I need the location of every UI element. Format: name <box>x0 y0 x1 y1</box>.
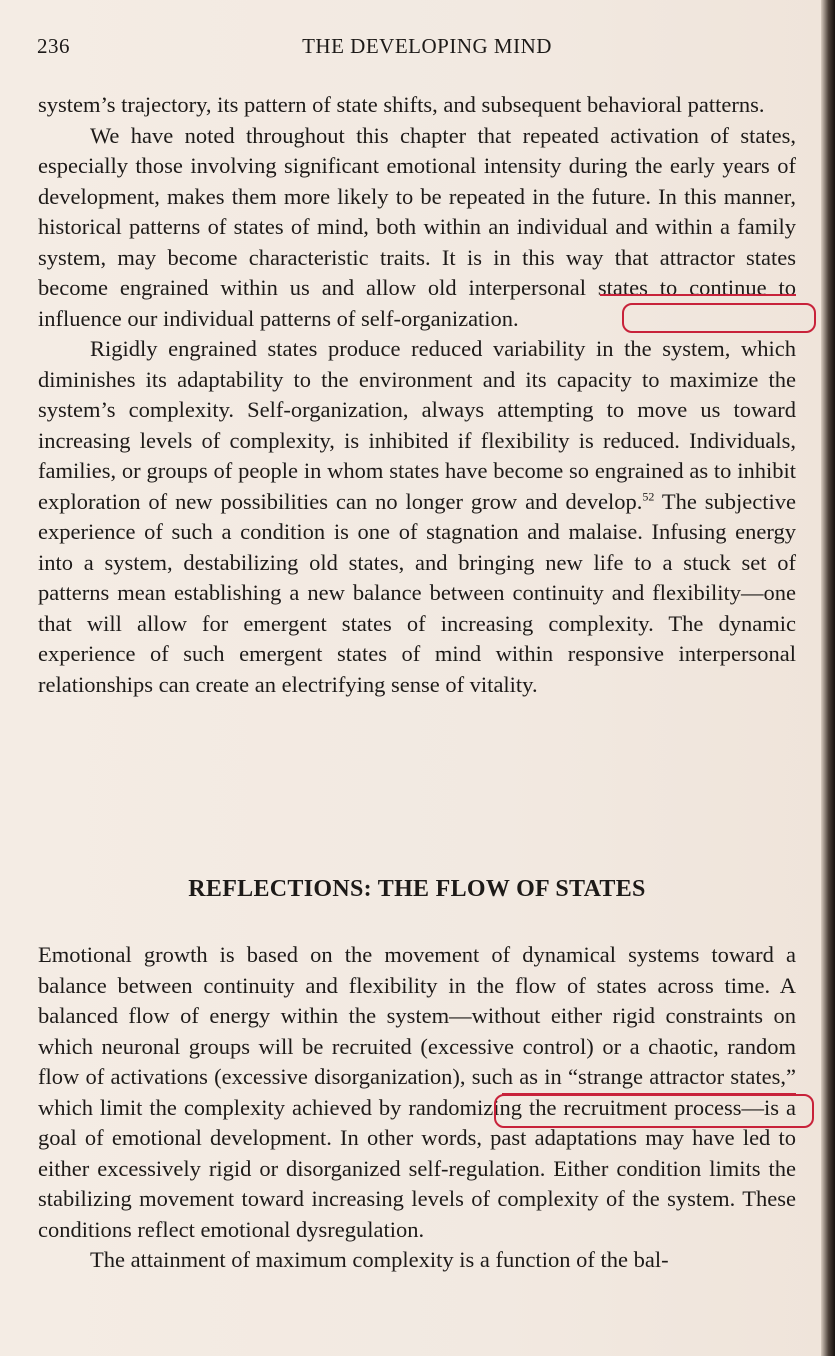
paragraph-rigid-states-text: Rigidly engrained states produce reduced variability in the system, which diminishes its adaptability to the environment and its capacity to maximize the system’s complexity. Self-organization, always attempting to move us toward increasing levels of complexity, is inhibited if flexibility is reduced. Individuals, families, or groups of people in whom states have become so engrained as to inhibit exploration of new possibilities can no longer grow and develop. <box>38 336 796 514</box>
running-title: THE DEVELOPING MIND <box>302 34 552 58</box>
paragraph-continued: system’s trajectory, its pattern of state shifts, and subsequent behavioral patterns. <box>38 92 765 117</box>
section-heading: REFLECTIONS: THE FLOW OF STATES <box>188 876 646 902</box>
section-text <box>38 940 796 1276</box>
page-header <box>37 34 797 60</box>
page-number: 236 <box>37 34 70 58</box>
body-text <box>38 90 796 700</box>
paragraph-maximum-complexity: The attainment of maximum complexity is a function of the bal- <box>90 1247 669 1272</box>
paragraph-emotional-growth: Emotional growth is based on the movement of dynamical systems toward a balance between continuity and flexibility in the flow of states across time. A balanced flow of energy within the system—without either rigid constraints on which neuronal groups will be recruited (excessive control) or a chaotic, random flow of activations (excessive disorganization), such as in “strange attractor states,” which limit the complexity achieved by randomizing the recruitment process—is a goal of emotional development. In other words, past adaptations may have led to either excessively rigid or disorganized self-regulation. Either condition limits the stabilizing movement toward increasing levels of complexity of the system. These conditions reflect emotional dysregulation. <box>38 942 796 1242</box>
paragraph-attractor-states: We have noted throughout this chapter that repeated activation of states, especially those involving significant emotional intensity during the early years of development, makes them more likely to be repeated in the future. In this manner, historical patterns of states of mind, both within an individual and within a family system, may become characteristic traits. It is in this way that attractor states become engrained within us and allow old interpersonal states to continue to influence our individual patterns of self-organization. <box>38 122 796 331</box>
footnote-marker: 52 <box>642 489 655 503</box>
paragraph-rigid-states-continued: The subjective experience of such a condition is one of stagnation and malaise. Infusing energy into a system, destabilizing old states, and bringing new life to a stuck set of patterns mean establishing a new balance between continuity and flexibility—one that will allow for emergent states of increasing complexity. The dynamic experience of such emergent states of mind within responsive interpersonal relationships can create an electrifying sense of vitality. <box>38 488 796 697</box>
page-gutter-shadow <box>821 0 835 1356</box>
paragraph-rigid-states <box>38 334 796 700</box>
